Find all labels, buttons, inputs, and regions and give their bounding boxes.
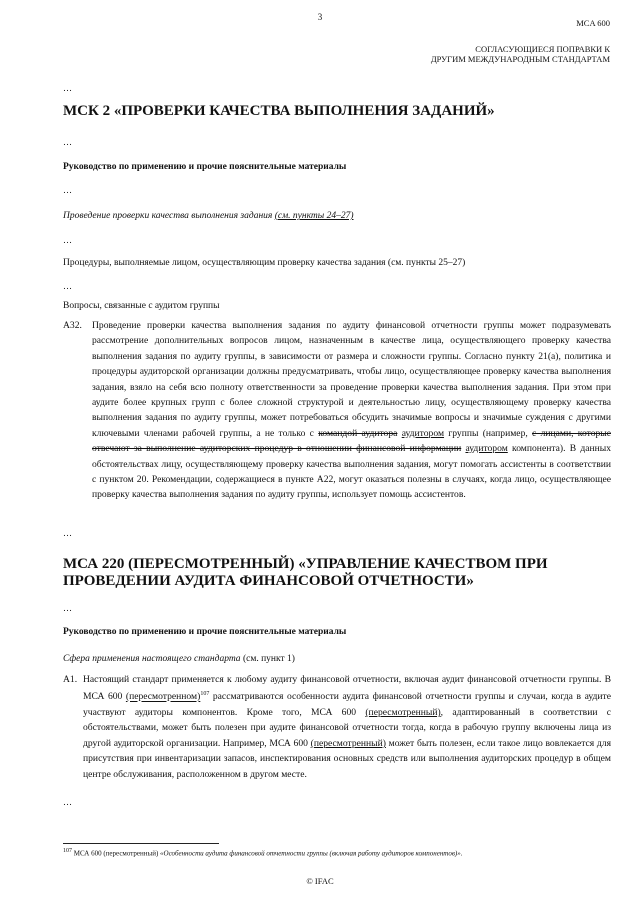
scope-reference: (см. пункт 1)	[240, 654, 295, 664]
section-title-msk2: МСК 2 «ПРОВЕРКИ КАЧЕСТВА ВЫПОЛНЕНИЯ ЗАДАНИЙ»	[63, 103, 495, 119]
inserted-text: (пересмотренный)	[310, 737, 386, 749]
document-code: MCA 600	[576, 18, 610, 28]
text-run: может быть полезен, если такое лицо вовлекается для присутствия при инвентаризации запасов, инспектирования основных средств или выполнения аудиторских процедур в общем центре обслуживания, расположенном в другом месте.	[83, 737, 611, 780]
footnote-number: 107	[63, 848, 72, 854]
text-run: Настоящий стандарт применяется к любому аудиту финансовой отчетности, включая аудит финансовой отчетности группы. В МСА 600	[83, 674, 611, 703]
inserted-text: (пересмотренный)	[365, 707, 441, 718]
text-run: компонента). В данных обстоятельствах лицу, осуществляющему проверку качества выполнения задания, могут помогать ассистенты в соответствии с пунктом 20. Рекомендации, содержащиеся в пункте A22, могут оказаться полезны в случаях, когда лицо, осуществляющее проверку качества выполнения задания по аудиту группы, использует помощь ассистентов.	[92, 443, 611, 501]
deleted-text: командой аудитора	[318, 427, 398, 439]
paragraph-a1	[63, 672, 611, 782]
section-title-isa220	[63, 556, 613, 590]
ellipsis: …	[63, 185, 72, 195]
paragraph-reference-link: (см. пункты 24–27)	[274, 211, 354, 221]
subsection-heading-msk2	[63, 210, 613, 222]
text-run: Проведение проверки качества выполнения задания по аудиту финансовой отчетности группы может подразумевать рассмотрение дополнительных вопросов лицом, назначенным в качестве лица, осуществляющего проверку качества выполнения задания по аудиту группы, в зависимости от размера и сложности группы. Согласно пункту 21(a), политика и процедуры аудиторской организации должны предусматривать, чтобы лицо, осуществляющее проверку качества выполнения задания, взяло на себя всю полноту ответственности за проведение проверки качества выполнения задания. При этом при аудите более крупных групп с более сложной структурой и деятельностью лицу, осуществляющему проверку качества выполнения задания по аудиту группы, может потребоваться обсудить значимые вопросы и значимые суждения с другими ключевыми членами рабочей группы, а не только с	[92, 320, 611, 439]
page-number: 3	[317, 12, 323, 22]
copyright-footer: © IFAC	[306, 876, 334, 886]
inserted-text: (пересмотренном)	[125, 691, 201, 703]
guidance-heading-msk2: Руководство по применению и прочие пояснительные материалы	[63, 162, 347, 172]
inserted-text: аудитором	[401, 427, 445, 439]
section-title-line-2: ПРОВЕДЕНИИ АУДИТА ФИНАНСОВОЙ ОТЧЕТНОСТИ»	[63, 573, 474, 589]
paragraph-a32	[63, 318, 611, 503]
inserted-text: аудитором	[465, 443, 508, 455]
footnote-text: МСА 600 (пересмотренный)	[72, 849, 161, 858]
scope-title: Сфера применения настоящего стандарта	[63, 654, 241, 664]
running-header-line-2: ДРУГИМ МЕЖДУНАРОДНЫМ СТАНДАРТАМ	[430, 54, 610, 64]
ellipsis: …	[63, 83, 72, 93]
paragraph-label: A32.	[63, 320, 82, 331]
section-title-line-1: МСА 220 (ПЕРЕСМОТРЕННЫЙ) «УПРАВЛЕНИЕ КАЧЕСТВОМ ПРИ	[63, 556, 548, 572]
scope-heading	[63, 653, 613, 665]
text-run: рассматриваются особенности аудита финансовой отчетности группы и случаи, когда в аудите участвуют аудиторы компонентов. Кроме того, МСА 600	[83, 691, 611, 718]
running-header	[431, 44, 610, 64]
deleted-text: с лицами, которые отвечают за выполнение аудиторских процедур в отношении финансовой информации	[92, 427, 611, 455]
ellipsis: …	[63, 528, 72, 538]
paragraph-text	[92, 318, 611, 503]
paragraph-text	[83, 672, 611, 782]
footnote	[63, 847, 611, 858]
text-run: группы (например,	[444, 427, 533, 439]
procedures-heading: Процедуры, выполняемые лицом, осуществляющим проверку качества задания (см. пункты 25–27)	[63, 258, 466, 268]
paragraph-label: A1.	[63, 674, 78, 685]
footnote-separator	[63, 843, 219, 844]
ellipsis: …	[63, 281, 72, 291]
ellipsis: …	[63, 797, 72, 807]
ellipsis: …	[63, 235, 72, 245]
group-audit-heading: Вопросы, связанные с аудитом группы	[63, 301, 220, 311]
ellipsis: …	[63, 603, 72, 613]
footnote-title: «Особенности аудита финансовой отчетности группы (включая работу аудиторов компонентов)».	[160, 849, 463, 858]
ellipsis: …	[63, 137, 72, 147]
guidance-heading-isa220: Руководство по применению и прочие пояснительные материалы	[63, 627, 347, 637]
running-header-line-1: СОГЛАСУЮЩИЕСЯ ПОПРАВКИ К	[475, 44, 610, 54]
text-run: , адаптированный в соответствии с обстоятельствами, может быть полезен при аудите финансовой отчетности тогда, когда в рабочую группу включены лица из другой аудиторской организации. Например, МСА 600	[83, 707, 611, 749]
subsection-title: Проведение проверки качества выполнения задания	[63, 211, 275, 221]
footnote-reference[interactable]: 107	[200, 691, 210, 698]
